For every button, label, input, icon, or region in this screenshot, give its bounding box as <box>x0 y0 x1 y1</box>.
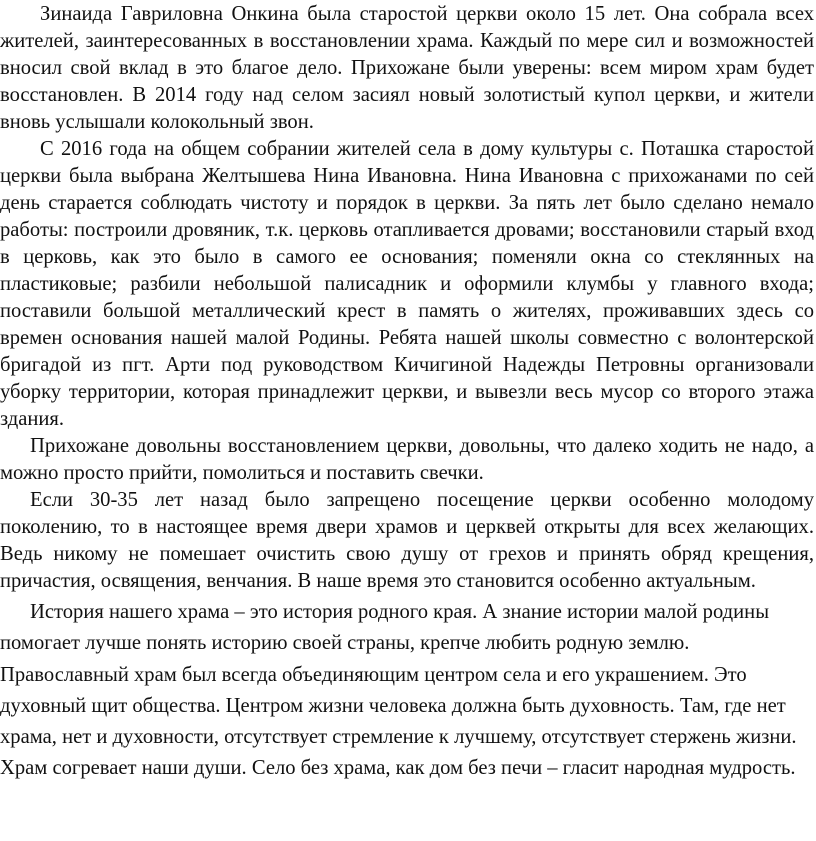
paragraph-3: Прихожане довольны восстановлением церкви, довольны, что далеко ходить не надо, а можно просто прийти, помолиться и поставить свечки. <box>0 435 814 484</box>
paragraph-5: История нашего храма – это история родного края. А знание истории малой родины помогает лучше понять историю своей страны, крепче любить родную землю. Православный храм был всегда объединяющим центром села и его украшением. Это духовный щит общества. Центром жизни человека должна быть духовность. Там, где нет храма, нет и духовности, отсутствует стремление к лучшему, отсутствует стержень жизни. Храм согревает наши души. Село без храма, как дом без печи – гласит народная мудрость. <box>0 601 797 780</box>
paragraph-1: Зинаида Гавриловна Онкина была старостой церкви около 15 лет. Она собрала всех жителей, заинтересованных в восстановлении храма. Каждый по мере сил и возможностей вносил свой вклад в это благое дело. Прихожане были уверены: всем миром храм будет восстановлен. В 2014 году над селом засиял новый золотистый купол церкви, и жители вновь услышали колокольный звон. <box>0 3 814 133</box>
paragraph-2: С 2016 года на общем собрании жителей села в дому культуры с. Поташка старостой церкви была выбрана Желтышева Нина Ивановна. Нина Ивановна с прихожанами по сей день старается соблюдать чистоту и порядок в церкви. За пять лет было сделано немало работы: построили дровяник, т.к. церковь отапливается дровами; восстановили старый вход в церковь, как это было в самого ее основания; поменяли окна со стеклянных на пластиковые; разбили небольшой палисадник и оформили клумбы у главного входа; поставили большой металлический крест в память о жителях, проживавших здесь со времен основания нашей малой Родины. Ребята нашей школы совместно с волонтерской бригадой из пгт. Арти под руководством Кичигиной Надежды Петровны организовали уборку территории, которая принадлежит церкви, и вывезли весь мусор со второго этажа здания. <box>0 138 814 430</box>
document-page <box>0 1 816 841</box>
paragraph-4: Если 30-35 лет назад было запрещено посещение церкви особенно молодому поколению, то в настоящее время двери храмов и церквей открыты для всех желающих. Ведь никому не помешает очистить свою душу от грехов и принять обряд крещения, причастия, освящения, венчания. В наше время это становится особенно актуальным. <box>0 489 814 592</box>
